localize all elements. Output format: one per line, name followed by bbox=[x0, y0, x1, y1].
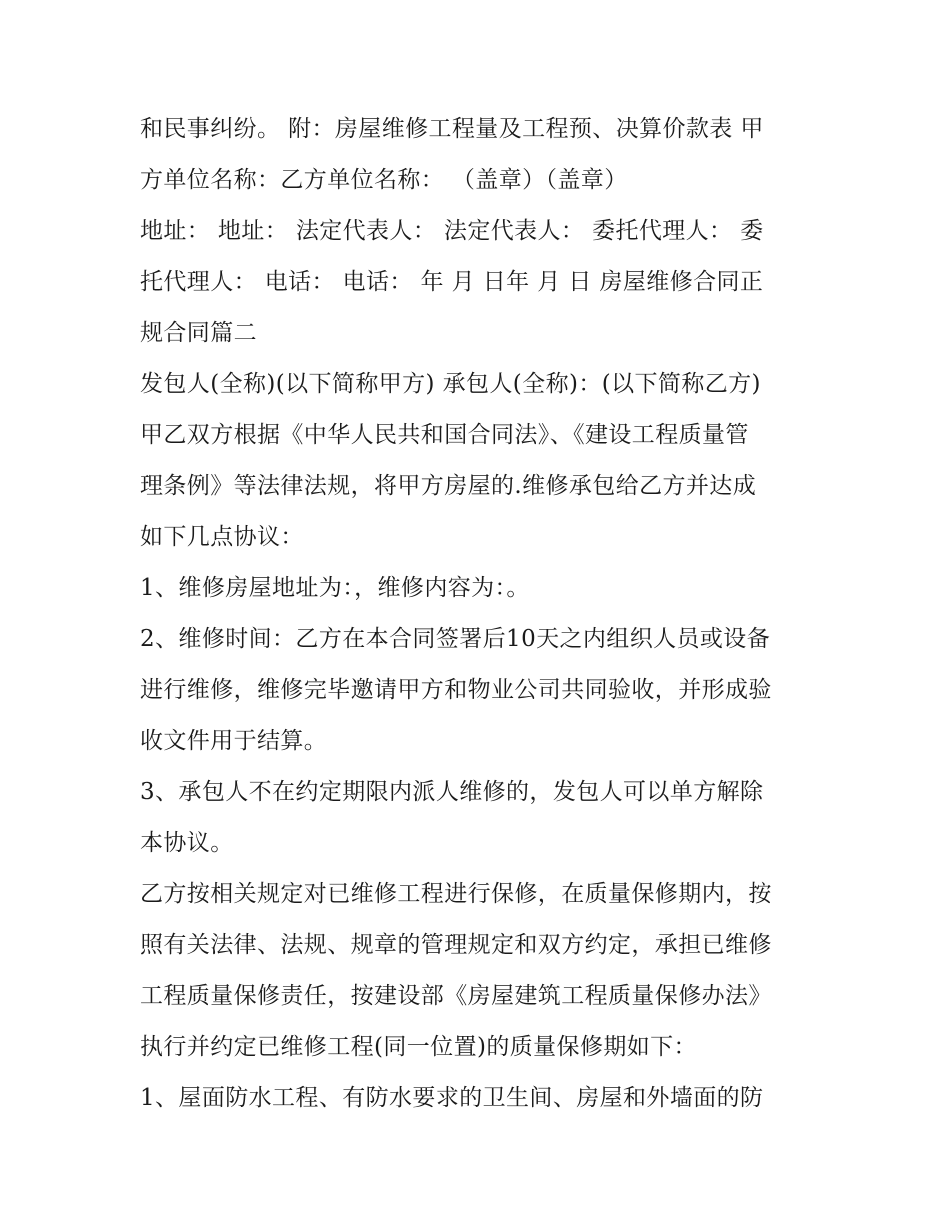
text-line: 如下几点协议： bbox=[140, 524, 304, 550]
text-line: 托代理人： 电话： 电话： 年 月 日年 月 日 房屋维修合同正 bbox=[140, 269, 764, 295]
text-line: 1、屋面防水工程、有防水要求的卫生间、房屋和外墙面的防 bbox=[140, 1085, 764, 1111]
text-line: 规合同篇二 bbox=[140, 320, 257, 346]
text-line: 发包人(全称)(以下简称甲方) 承包人(全称)：(以下简称乙方) bbox=[140, 371, 761, 397]
document-body bbox=[140, 104, 840, 1124]
text-line: 理条例》等法律法规，将甲方房屋的.维修承包给乙方并达成 bbox=[140, 473, 757, 499]
text-line: 方单位名称：乙方单位名称： （盖章）（盖章） bbox=[140, 167, 628, 193]
text-line: 执行并约定已维修工程(同一位置)的质量保修期如下： bbox=[140, 1034, 697, 1060]
text-line: 1、维修房屋地址为：，维修内容为：。 bbox=[140, 575, 530, 601]
text-line: 进行维修，维修完毕邀请甲方和物业公司共同验收，并形成验 bbox=[140, 677, 772, 703]
text-line: 3、承包人不在约定期限内派人维修的，发包人可以单方解除 bbox=[140, 779, 764, 805]
text-line: 2、维修时间：乙方在本合同签署后10天之内组织人员或设备 bbox=[140, 626, 771, 652]
text-line: 地址： 地址： 法定代表人： 法定代表人： 委托代理人： 委 bbox=[140, 218, 764, 244]
text-line: 本协议。 bbox=[140, 830, 234, 856]
text-line: 照有关法律、法规、规章的管理规定和双方约定，承担已维修 bbox=[140, 932, 772, 958]
text-line: 乙方按相关规定对已维修工程进行保修，在质量保修期内，按 bbox=[140, 881, 772, 907]
text-line: 甲乙双方根据《中华人民共和国合同法》、《建设工程质量管 bbox=[140, 422, 749, 448]
text-line: 收文件用于结算。 bbox=[140, 728, 328, 754]
text-line: 工程质量保修责任，按建设部《房屋建筑工程质量保修办法》 bbox=[140, 983, 772, 1009]
text-line: 和民事纠纷。 附：房屋维修工程量及工程预、决算价款表 甲 bbox=[140, 116, 764, 142]
